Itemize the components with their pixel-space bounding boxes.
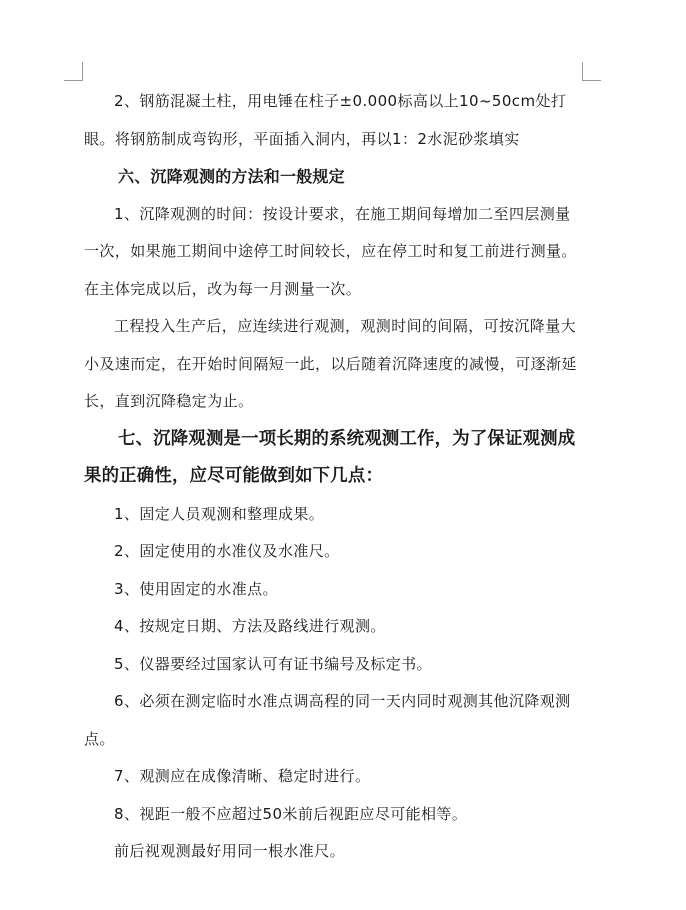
paragraph-observation-time: 1、沉降观测的时间：按设计要求，在施工期间每增加二至四层测量一次，如果施工期间中途停工时间较长，应在停工时和复工前进行测量。在主体完成以后，改为每一月测量一次。 <box>84 204 577 298</box>
list-item: 8、视距一般不应超过50米前后视距应尽可能相等。 <box>114 804 468 823</box>
document-body <box>84 83 584 871</box>
section-heading-six: 六、沉降观测的方法和一般规定 <box>118 167 345 186</box>
paragraph-after-production: 工程投入生产后，应连续进行观测，观测时间的间隔，可按沉降量大小及速而定，在开始时间隔短一此，以后随着沉降速度的减慢，可逐渐延长，直到沉降稳定为止。 <box>84 317 577 410</box>
list-item: 4、按规定日期、方法及路线进行观测。 <box>114 617 386 635</box>
list-item: 2、固定使用的水准仪及水准尺。 <box>114 542 340 560</box>
list-item: 5、仪器要经过国家认可有证书编号及标定书。 <box>114 654 432 673</box>
list-item: 6、必须在测定临时水准点调高程的同一天内同时观测其他沉降观测点。 <box>84 692 571 748</box>
margin-corner-mark-right <box>582 62 601 81</box>
section-heading-seven: 七、沉降观测是一项长期的系统观测工作，为了保证观测成果的正确性，应尽可能做到如下几点： <box>84 428 576 486</box>
list-item: 前后视观测最好用同一根水准尺。 <box>114 842 346 860</box>
margin-corner-mark-left <box>64 62 83 81</box>
list-item: 1、固定人员观测和整理成果。 <box>114 504 325 523</box>
list-item: 3、使用固定的水准点。 <box>114 579 278 598</box>
list-item: 7、观测应在成像清晰、稳定时进行。 <box>114 767 371 785</box>
paragraph-rebar-column: 2、钢筋混凝土柱，用电锤在柱子±0.000标高以上10~50cm处打眼。将钢筋制成弯钩形，平面插入洞内，再以1：2水泥砂浆填实 <box>84 92 567 148</box>
